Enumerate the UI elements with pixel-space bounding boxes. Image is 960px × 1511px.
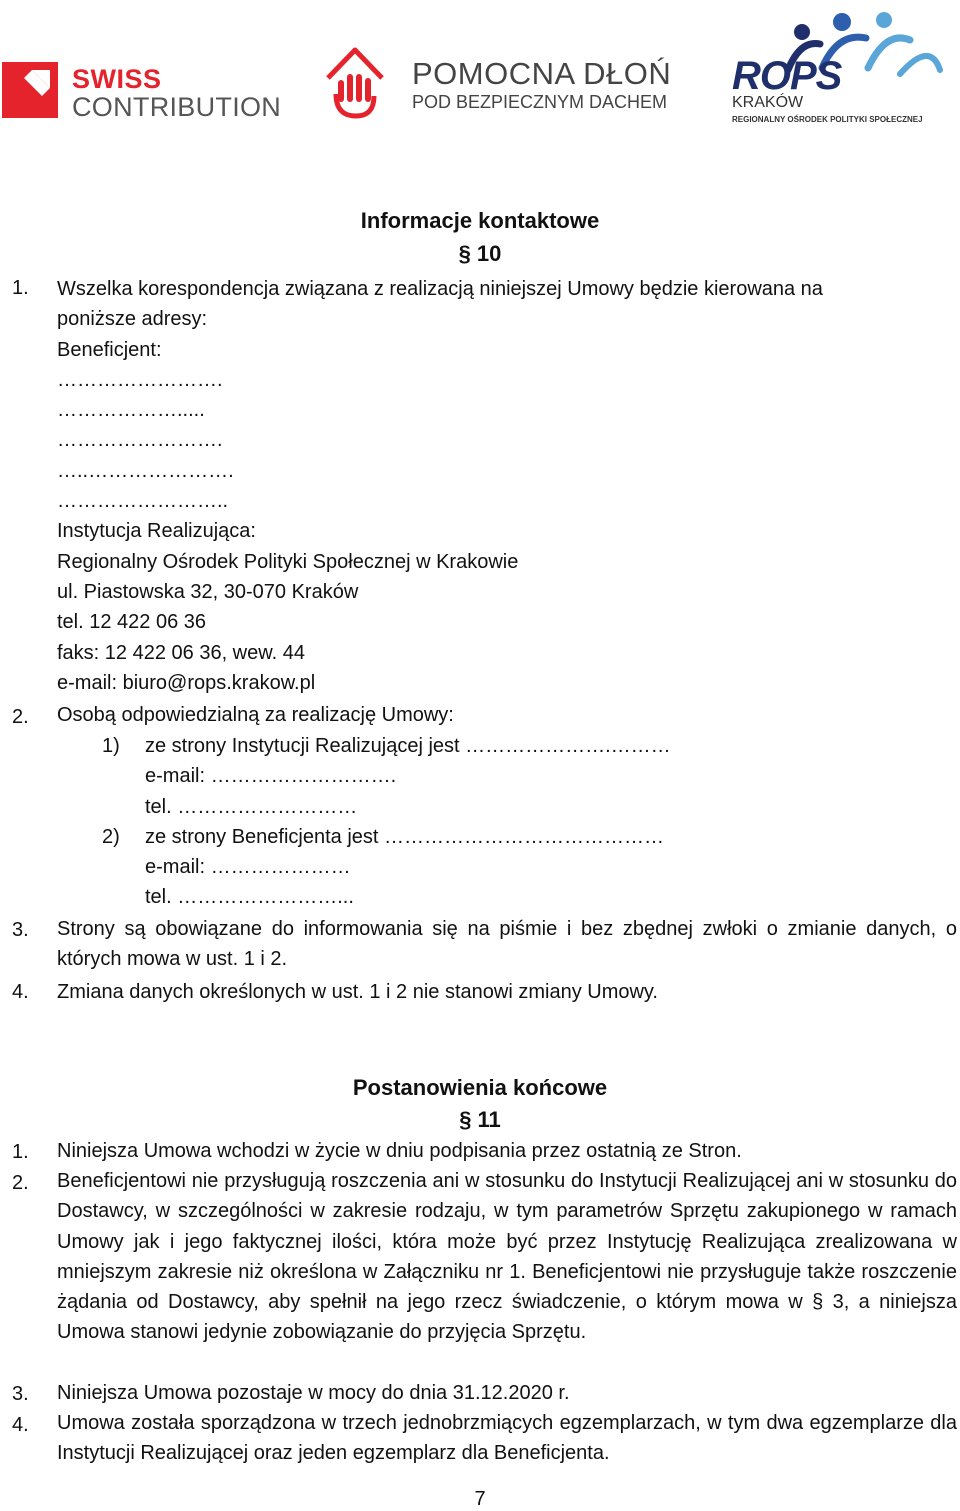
blank-line: …………………….. — [57, 490, 229, 513]
blank-line: ……………………. — [57, 368, 223, 391]
institution-fax: faks: 12 422 06 36, wew. 44 — [57, 641, 305, 664]
subitem-text: ze strony Beneficjenta jest …………………………………… — [145, 826, 665, 848]
item-text: Niniejsza Umowa wchodzi w życie w dniu podpisania przez ostatnią ze Stron. — [57, 1140, 742, 1162]
item-text: Osobą odpowiedzialną za realizację Umowy: — [57, 704, 454, 726]
item-text: Zmiana danych określonych w ust. 1 i 2 nie stanowi zmiany Umowy. — [57, 981, 658, 1003]
blank-line: …..…………………. — [57, 459, 234, 482]
subitem-text: ze strony Instytucji Realizującej jest ………………….……… — [145, 735, 671, 757]
blank-line: ……………………. — [57, 429, 223, 452]
section-10-paragraph: § 10 — [458, 241, 502, 266]
item-text: Wszelka korespondencja związana z realizacją niniejszej Umowy będzie kierowana na — [57, 278, 823, 300]
page-number: 7 — [474, 1488, 486, 1510]
item-number: 3. — [12, 919, 29, 941]
header-logos — [0, 0, 960, 140]
pomocna-logo-line1: POMOCNA DŁOŃ — [412, 56, 672, 91]
item-number: 2. — [12, 1172, 29, 1194]
item-number: 4. — [12, 1414, 29, 1436]
item-number: 1. — [12, 277, 29, 299]
hand-house-icon — [324, 44, 386, 120]
pomocna-logo-line2: POD BEZPIECZNYM DACHEM — [412, 92, 668, 112]
section-11-paragraph: § 11 — [459, 1107, 501, 1132]
institution-phone: tel. 12 422 06 36 — [57, 611, 207, 634]
blank-line: ………………..... — [57, 399, 205, 422]
item-number: 1. — [12, 1141, 29, 1163]
rops-krakow-logo — [730, 10, 960, 130]
subitem-number: 2) — [102, 826, 120, 848]
subitem-email: e-mail: ………………… — [145, 856, 351, 878]
beneficiary-label: Beneficjent: — [57, 338, 162, 361]
item-text: Strony są obowiązane do informowania się na piśmie i bez zbędnej zwłoki o zmianie danych, o których mowa w ust. 1 i 2. — [57, 918, 957, 971]
subitem-email: e-mail: ………………………. — [145, 765, 397, 787]
subitem-number: 1) — [102, 735, 120, 757]
institution-address: ul. Piastowska 32, 30-070 Kraków — [57, 580, 359, 603]
swiss-logo-line1: SWISS — [72, 64, 162, 94]
contact-list — [57, 274, 957, 698]
item-number: 2. — [12, 706, 29, 728]
swiss-logo-line2: CONTRIBUTION — [72, 92, 282, 122]
rops-logo-line3: REGIONALNY OŚRODEK POLITYKI SPOŁECZNEJ — [732, 115, 923, 124]
item-text: Beneficjentowi nie przysługują roszczenia ani w stosunku do Instytucji Realizującej ani w stosunku do Dostawcy, w szczególności w zakresie rodzaju, w tym parametrów Sprzętu zakupionego w ramach Umowy jak i jego faktycznej ilości, która może być przez Instytucję Realizująca zrealizowana w mniejszym zakresie niż określona w Załączniku nr 1. Beneficjentowi nie przysługuje także roszczenie żądania od Dostawcy, aby spełnił na jego rzecz świadczenie, o którym mowa w § 3, a niniejsza Umowa stanowi jedynie zobowiązanie do przyjęcia Sprzętu. — [57, 1170, 957, 1344]
item-text: poniższe adresy: — [57, 308, 208, 331]
section-10-title: Informacje kontaktowe — [360, 208, 600, 233]
subitem-phone: tel. ……………………... — [145, 886, 354, 908]
item-number: 4. — [12, 981, 29, 1003]
institution-email: e-mail: biuro@rops.krakow.pl — [57, 671, 316, 694]
subitem-phone: tel. ……………………… — [145, 796, 358, 818]
item-text: Umowa została sporządzona w trzech jednobrzmiących egzemplarzach, w tym dwa egzemplarze dla Instytucji Realizującej oraz jeden egzemplarz dla Beneficjenta. — [57, 1412, 957, 1465]
rops-logo-line1: ROPS — [732, 54, 842, 98]
section-11-title: Postanowienia końcowe — [352, 1075, 608, 1100]
institution-name: Regionalny Ośrodek Polityki Społecznej w Krakowie — [57, 550, 519, 573]
institution-label: Instytucja Realizująca: — [57, 520, 256, 543]
item-number: 3. — [12, 1383, 29, 1405]
item-text: Niniejsza Umowa pozostaje w mocy do dnia 31.12.2020 r. — [57, 1382, 570, 1404]
rops-logo-line2: KRAKÓW — [732, 94, 804, 111]
swiss-flag-icon — [2, 62, 58, 118]
